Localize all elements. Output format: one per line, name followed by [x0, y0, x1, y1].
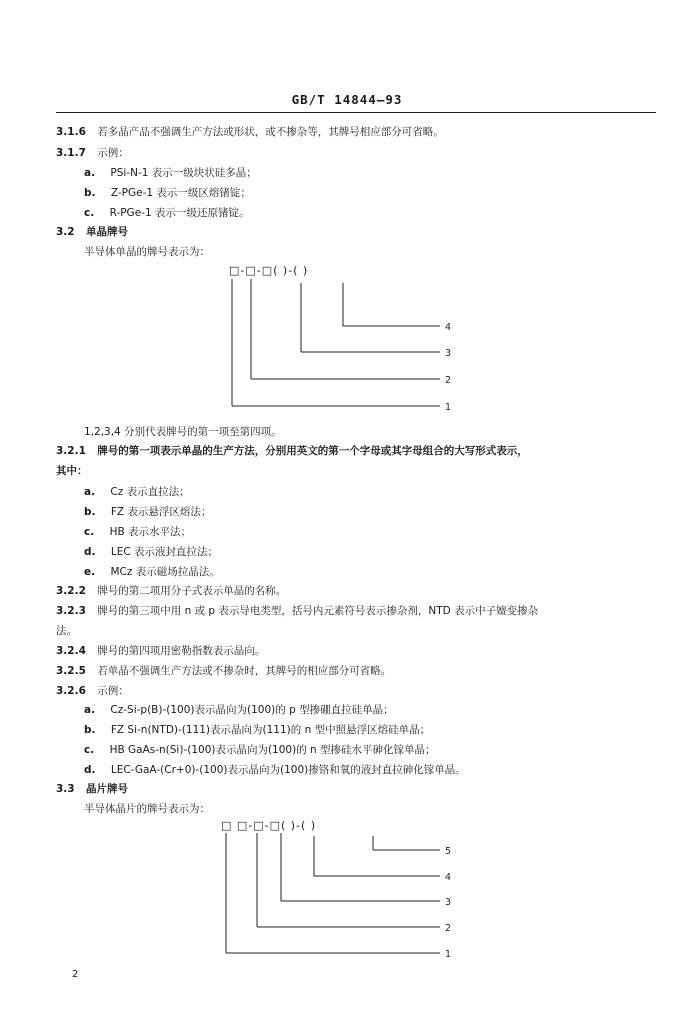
item-label: 1 — [445, 949, 452, 960]
clause-text: 示例： — [97, 147, 129, 159]
section-intro: 半导体单晶的牌号表示为： — [84, 246, 210, 258]
list-marker: c. — [84, 744, 95, 756]
list-text: HB GaAs-n(Si)-(100)表示晶向为(100)的 n 型掺硅水平砷化镓单晶； — [109, 744, 436, 756]
item-label: 2 — [445, 923, 452, 934]
list-text: R-PGe-1 表示一级还原锗锭。 — [109, 207, 250, 219]
designation-formula: □ □-□-□( )-( ) — [221, 819, 317, 832]
list-text: PSi-N-1 表示一级块状硅多晶； — [110, 167, 257, 179]
section-intro: 半导体晶片的牌号表示为： — [84, 803, 210, 815]
list-marker: a. — [84, 167, 96, 179]
list-text: FZ Si-n(NTD)-(111)表示晶向为(111)的 n 型中照悬浮区熔硅单晶； — [110, 724, 431, 736]
list-marker: b. — [84, 724, 96, 736]
item-label: 3 — [445, 348, 452, 359]
list-marker: a. — [84, 486, 96, 498]
section-number: 3.3 — [56, 783, 75, 795]
diagram-note: 1,2,3,4 分别代表牌号的第一项至第四项。 — [84, 426, 282, 438]
clause-text: 牌号的第四项用密勒指数表示晶向。 — [97, 645, 266, 657]
page-header: GB/T 14844—93 — [291, 92, 403, 107]
clause-number: 3.2.5 — [56, 665, 86, 677]
section-title: 单晶牌号 — [85, 226, 128, 238]
section-number: 3.2 — [56, 226, 75, 238]
list-marker: d. — [84, 764, 96, 776]
list-marker: c. — [84, 207, 95, 219]
clause-text: 牌号的第二项用分子式表示单晶的名称。 — [97, 585, 287, 597]
list-text: FZ 表示悬浮区熔法； — [110, 506, 212, 518]
list-marker: d. — [84, 546, 96, 558]
item-label: 5 — [445, 846, 452, 857]
list-text: Cz-Si-p(B)-(100)表示晶向为(100)的 p 型掺硼直拉硅单晶； — [110, 704, 394, 716]
designation-formula: □-□-□( )-( ) — [229, 264, 309, 277]
clause-number: 3.1.7 — [56, 147, 86, 159]
list-marker: a. — [84, 704, 96, 716]
clause-text: 示例： — [97, 685, 129, 697]
list-text: LEC 表示液封直拉法； — [110, 546, 219, 558]
list-marker: c. — [84, 526, 95, 538]
list-text: MCz 表示磁场拉晶法。 — [110, 566, 220, 578]
item-label: 2 — [445, 375, 452, 386]
list-marker: b. — [84, 187, 96, 199]
list-marker: e. — [84, 566, 96, 578]
clause-text: 若多晶产品不强调生产方法或形状，或不掺杂等，其牌号相应部分可省略。 — [97, 126, 444, 138]
list-text: Z-PGe-1 表示一级区熔锗锭； — [110, 187, 251, 199]
page-number: 2 — [72, 969, 79, 980]
clause-number: 3.1.6 — [56, 126, 86, 138]
item-label: 4 — [445, 872, 452, 883]
section-title: 晶片牌号 — [85, 783, 128, 795]
clause-text: 牌号的第三项中用 n 或 p 表示导电类型，括号内元素符号表示掺杂剂，NTD 表示中子嬗变掺杂 — [97, 605, 539, 617]
clause-text: 牌号的第一项表示单晶的生产方法，分别用英文的第一个字母或其字母组合的大写形式表示， — [97, 445, 528, 457]
item-label: 1 — [445, 402, 452, 413]
list-text: LEC-GaA-(Cr+0)-(100)表示晶向为(100)掺铬和氧的液封直拉砷化镓单晶。 — [110, 764, 466, 776]
clause-number: 3.2.2 — [56, 585, 86, 597]
item-label: 4 — [445, 322, 452, 333]
clause-number: 3.2.4 — [56, 645, 86, 657]
list-text: HB 表示水平法； — [109, 526, 191, 538]
clause-text: 若单晶不强调生产方法或不掺杂时，其牌号的相应部分可省略。 — [97, 665, 392, 677]
clause-number: 3.2.3 — [56, 605, 86, 617]
list-marker: b. — [84, 506, 96, 518]
clause-continuation: 法。 — [56, 625, 77, 637]
clause-number: 3.2.1 — [56, 445, 86, 457]
item-label: 3 — [445, 897, 452, 908]
list-text: Cz 表示直拉法； — [110, 486, 190, 498]
clause-number: 3.2.6 — [56, 685, 86, 697]
clause-continuation: 其中： — [56, 465, 88, 477]
